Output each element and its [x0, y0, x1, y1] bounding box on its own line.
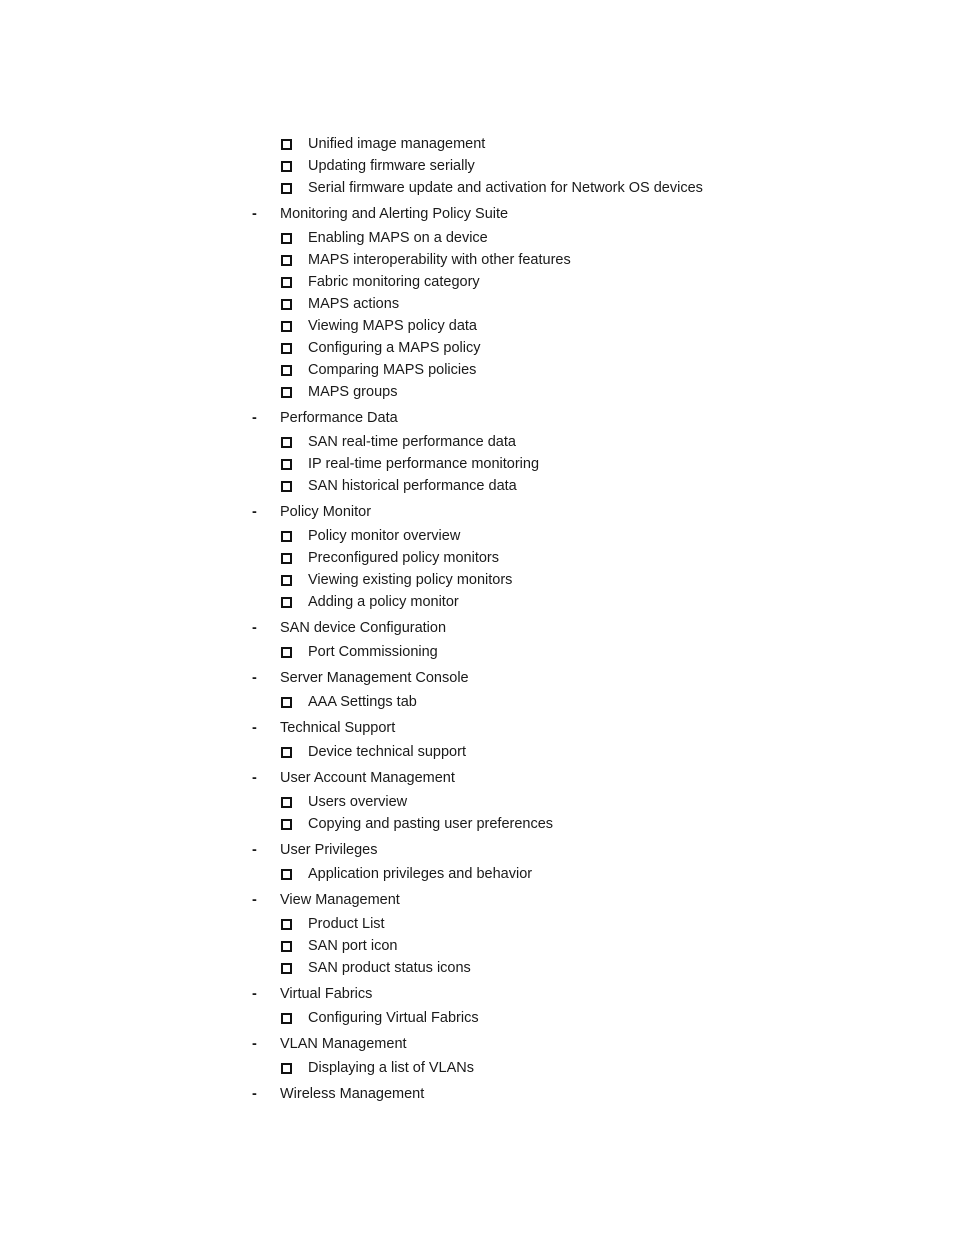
sub-list-item [0, 177, 954, 199]
sub-list-item-label: SAN port icon [308, 938, 398, 954]
sub-list-item-label: SAN real-time performance data [308, 434, 516, 450]
square-bullet-icon [281, 963, 292, 974]
sub-list-item-label: Policy monitor overview [308, 528, 461, 544]
section [0, 202, 954, 406]
section [0, 838, 954, 888]
sub-list-item [0, 453, 954, 475]
section-title: Policy Monitor [280, 504, 372, 520]
square-bullet-icon [281, 459, 292, 470]
sub-list [0, 913, 954, 982]
section-title: User Privileges [280, 842, 378, 858]
sub-list-item-label: Adding a policy monitor [308, 594, 459, 610]
section-title: VLAN Management [280, 1036, 407, 1052]
section [0, 666, 954, 716]
square-bullet-icon [281, 299, 292, 310]
section-heading [0, 888, 954, 913]
dash-bullet-icon: - [252, 1086, 257, 1102]
sub-list-item-label: Comparing MAPS policies [308, 362, 477, 378]
square-bullet-icon [281, 747, 292, 758]
section-heading [0, 202, 954, 227]
square-bullet-icon [281, 255, 292, 266]
sub-list-item-label: Viewing MAPS policy data [308, 318, 477, 334]
dash-bullet-icon: - [252, 842, 257, 858]
section [0, 766, 954, 838]
square-bullet-icon [281, 553, 292, 564]
sub-list [0, 741, 954, 766]
sub-list-item-label: Enabling MAPS on a device [308, 230, 488, 246]
section [0, 406, 954, 500]
dash-bullet-icon: - [252, 720, 257, 736]
sub-list-item [0, 547, 954, 569]
square-bullet-icon [281, 597, 292, 608]
sub-list-item-label: Copying and pasting user preferences [308, 816, 554, 832]
section-title: SAN device Configuration [280, 620, 447, 636]
sub-list [0, 1057, 954, 1082]
section [0, 1032, 954, 1082]
sub-list-item-label: Application privileges and behavior [308, 866, 533, 882]
dash-bullet-icon: - [252, 892, 257, 908]
sub-list-item-label: Preconfigured policy monitors [308, 550, 500, 566]
sub-list-item [0, 741, 954, 763]
section-heading [0, 1032, 954, 1057]
sub-list-item [0, 337, 954, 359]
sub-list-item-label: Viewing existing policy monitors [308, 572, 513, 588]
sub-list-item-label: Product List [308, 916, 385, 932]
sub-list-item [0, 1057, 954, 1079]
sub-list-item-label: Serial firmware update and activation for Network OS devices [308, 180, 703, 196]
square-bullet-icon [281, 869, 292, 880]
section-title: Wireless Management [280, 1086, 425, 1102]
dash-bullet-icon: - [252, 620, 257, 636]
section-heading [0, 406, 954, 431]
section-heading [0, 982, 954, 1007]
section [0, 1082, 954, 1107]
sub-list-item-label: MAPS actions [308, 296, 400, 312]
dash-bullet-icon: - [252, 670, 257, 686]
sub-list [0, 431, 954, 500]
sub-list-item [0, 935, 954, 957]
section-heading [0, 1082, 954, 1107]
section-heading [0, 716, 954, 741]
section-heading [0, 500, 954, 525]
section-heading [0, 838, 954, 863]
section-title: Virtual Fabrics [280, 986, 373, 1002]
sub-list-item [0, 957, 954, 979]
square-bullet-icon [281, 343, 292, 354]
square-bullet-icon [281, 797, 292, 808]
sub-list-item-label: Updating firmware serially [308, 158, 475, 174]
lead-sub-list [0, 133, 954, 202]
sub-list-item [0, 133, 954, 155]
sub-list-item [0, 791, 954, 813]
square-bullet-icon [281, 161, 292, 172]
sub-list-item [0, 641, 954, 663]
dash-bullet-icon: - [252, 770, 257, 786]
sub-list [0, 227, 954, 406]
square-bullet-icon [281, 697, 292, 708]
sub-list-item [0, 863, 954, 885]
square-bullet-icon [281, 139, 292, 150]
section-heading [0, 666, 954, 691]
section-list [0, 202, 954, 1107]
square-bullet-icon [281, 647, 292, 658]
section [0, 888, 954, 982]
sub-list-item [0, 569, 954, 591]
square-bullet-icon [281, 387, 292, 398]
square-bullet-icon [281, 183, 292, 194]
square-bullet-icon [281, 1063, 292, 1074]
sub-list-item [0, 249, 954, 271]
dash-bullet-icon: - [252, 410, 257, 426]
sub-list-item-label: SAN historical performance data [308, 478, 517, 494]
dash-bullet-icon: - [252, 504, 257, 520]
square-bullet-icon [281, 321, 292, 332]
section-heading [0, 616, 954, 641]
section-title: User Account Management [280, 770, 455, 786]
sub-list-item [0, 359, 954, 381]
sub-list-item-label: IP real-time performance monitoring [308, 456, 540, 472]
sub-list-item [0, 293, 954, 315]
sub-list [0, 863, 954, 888]
dash-bullet-icon: - [252, 206, 257, 222]
sub-list [0, 691, 954, 716]
sub-list-item-label: Fabric monitoring category [308, 274, 480, 290]
sub-list-item-label: MAPS groups [308, 384, 398, 400]
section-title: Monitoring and Alerting Policy Suite [280, 206, 509, 222]
square-bullet-icon [281, 941, 292, 952]
sub-list-item [0, 155, 954, 177]
square-bullet-icon [281, 819, 292, 830]
square-bullet-icon [281, 575, 292, 586]
sub-list-item [0, 431, 954, 453]
section-title: Server Management Console [280, 670, 469, 686]
section [0, 982, 954, 1032]
sub-list-item-label: Unified image management [308, 136, 486, 152]
sub-list-item [0, 1007, 954, 1029]
section [0, 500, 954, 616]
section [0, 616, 954, 666]
sub-list-item [0, 315, 954, 337]
dash-bullet-icon: - [252, 1036, 257, 1052]
section [0, 716, 954, 766]
square-bullet-icon [281, 365, 292, 376]
document-body [0, 133, 954, 1107]
square-bullet-icon [281, 437, 292, 448]
sub-list [0, 791, 954, 838]
section-heading [0, 766, 954, 791]
sub-list-item [0, 691, 954, 713]
sub-list-item-label: Device technical support [308, 744, 466, 760]
square-bullet-icon [281, 1013, 292, 1024]
square-bullet-icon [281, 233, 292, 244]
sub-list-item-label: Configuring Virtual Fabrics [308, 1010, 479, 1026]
section-title: Performance Data [280, 410, 398, 426]
sub-list-item-label: Configuring a MAPS policy [308, 340, 481, 356]
sub-list-item-label: Port Commissioning [308, 644, 438, 660]
sub-list-item-label: MAPS interoperability with other features [308, 252, 571, 268]
sub-list-item [0, 271, 954, 293]
sub-list [0, 1007, 954, 1032]
sub-list-item-label: SAN product status icons [308, 960, 471, 976]
square-bullet-icon [281, 919, 292, 930]
square-bullet-icon [281, 481, 292, 492]
sub-list [0, 525, 954, 616]
square-bullet-icon [281, 531, 292, 542]
sub-list-item [0, 227, 954, 249]
section-title: View Management [280, 892, 400, 908]
sub-list-item-label: Displaying a list of VLANs [308, 1060, 475, 1076]
sub-list [0, 641, 954, 666]
section-title: Technical Support [280, 720, 396, 736]
sub-list-item [0, 525, 954, 547]
sub-list-item [0, 813, 954, 835]
sub-list-item [0, 475, 954, 497]
square-bullet-icon [281, 277, 292, 288]
sub-list-item [0, 381, 954, 403]
sub-list-item-label: Users overview [308, 794, 408, 810]
sub-list-item-label: AAA Settings tab [308, 694, 417, 710]
sub-list-item [0, 913, 954, 935]
dash-bullet-icon: - [252, 986, 257, 1002]
sub-list-item [0, 591, 954, 613]
